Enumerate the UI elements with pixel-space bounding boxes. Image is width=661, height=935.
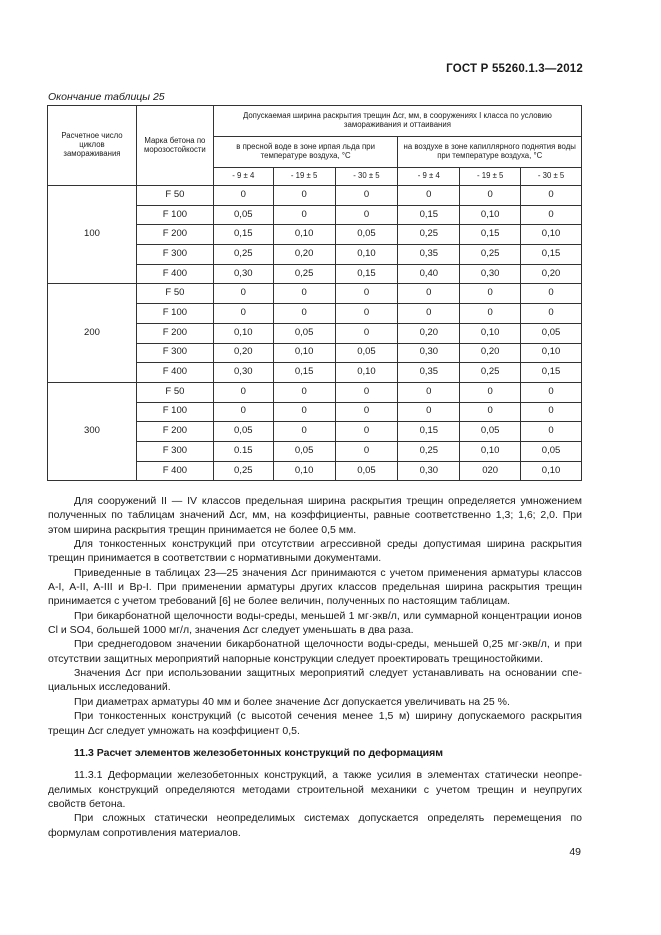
paragraph: Приведенные в таблицах 23—25 значения Δcr принимаются с учетом применения арматуры классов A-I, A-II, A-III и Вр-I. При применении арматуры других классов предельная ширина раскрытия трещин принимается с учетом требований [6] не более величин, полученных по настоящим таблицам. (48, 566, 582, 608)
value-cell: 0 (335, 422, 398, 442)
value-cell: 0,15 (335, 264, 398, 284)
grade-cell: F 100 (136, 402, 213, 422)
value-cell: 0,05 (335, 461, 398, 481)
value-cell: 0 (213, 402, 273, 422)
paragraph: При тонкостенных конструкций (с высотой сечения менее 1,5 м) ширину допускаемого раскрытия трещин Δcr следует умножать на коэффициент 0,5. (48, 710, 582, 737)
value-cell: 0 (398, 186, 460, 206)
value-cell: 0,10 (521, 225, 582, 245)
value-cell: 0,05 (460, 422, 521, 442)
value-cell: 0 (273, 284, 335, 304)
value-cell: 0,35 (398, 363, 460, 383)
header-fresh-water: в пресной воде в зоне ирпая льда при температуре воздуха, °С (213, 137, 398, 168)
value-cell: 0,20 (460, 343, 521, 363)
value-cell: 0,25 (213, 245, 273, 265)
grade-cell: F 200 (136, 225, 213, 245)
grade-cell: F 300 (136, 441, 213, 461)
value-cell: 0 (335, 304, 398, 324)
value-cell: 0 (460, 402, 521, 422)
value-cell: 0 (521, 284, 582, 304)
value-cell: 0 (335, 323, 398, 343)
temp-header: - 19 ± 5 (273, 168, 335, 186)
value-cell: 0,10 (460, 323, 521, 343)
grade-cell: F 300 (136, 245, 213, 265)
value-cell: 0 (273, 402, 335, 422)
value-cell: 0 (398, 304, 460, 324)
value-cell: 0 (273, 304, 335, 324)
grade-cell: F 400 (136, 363, 213, 383)
value-cell: 0,10 (460, 441, 521, 461)
paragraph: При среднегодовом значении бикарбонатной щелочности воды-среды, меньшей 0,25 мг·экв/л, и при отсутствии защитных мероприятий напорные конструкции следует проектировать трещиностойкими. (48, 638, 582, 665)
paragraph: Для тонкостенных конструкций при отсутствии агрессивной среды допустимая ширина раскрытия трещин принимается в соответствии с нормативными документами. (48, 538, 582, 565)
body-text (48, 494, 582, 840)
grade-cell: F 100 (136, 205, 213, 225)
temp-header: - 30 ± 5 (335, 168, 398, 186)
value-cell: 0 (273, 422, 335, 442)
value-cell: 020 (460, 461, 521, 481)
grade-cell: F 200 (136, 422, 213, 442)
paragraph: При диаметрах арматуры 40 мм и более значение Δcr допускается увеличивать на 25 %. (74, 695, 510, 708)
paragraph: При сложных статически неопределимых системах допускается определять перемещения по формулам сопротивления материалов. (48, 812, 582, 839)
value-cell: 0 (460, 382, 521, 402)
value-cell: 0 (213, 186, 273, 206)
grade-cell: F 50 (136, 382, 213, 402)
value-cell: 0,05 (335, 343, 398, 363)
value-cell: 0,20 (521, 264, 582, 284)
value-cell: 0 (335, 186, 398, 206)
value-cell: 0,20 (273, 245, 335, 265)
value-cell: 0,10 (335, 363, 398, 383)
cycles-cell: 100 (48, 186, 137, 284)
value-cell: 0 (398, 382, 460, 402)
value-cell: 0 (213, 382, 273, 402)
value-cell: 0,40 (398, 264, 460, 284)
temp-header: - 30 ± 5 (521, 168, 582, 186)
temp-header: - 9 ± 4 (398, 168, 460, 186)
value-cell: 0,10 (335, 245, 398, 265)
value-cell: 0 (521, 304, 582, 324)
value-cell: 0,30 (398, 461, 460, 481)
value-cell: 0,10 (521, 461, 582, 481)
value-cell: 0,10 (273, 225, 335, 245)
value-cell: 0 (521, 186, 582, 206)
value-cell: 0,05 (521, 441, 582, 461)
value-cell: 0,15 (521, 363, 582, 383)
value-cell: 0,25 (460, 363, 521, 383)
value-cell: 0 (460, 186, 521, 206)
value-cell: 0 (521, 382, 582, 402)
value-cell: 0,30 (213, 363, 273, 383)
value-cell: 0,25 (213, 461, 273, 481)
value-cell: 0,25 (273, 264, 335, 284)
value-cell: 0 (273, 382, 335, 402)
value-cell: 0,30 (460, 264, 521, 284)
value-cell: 0,15 (398, 422, 460, 442)
value-cell: 0 (213, 284, 273, 304)
value-cell: 0,20 (213, 343, 273, 363)
value-cell: 0,10 (273, 343, 335, 363)
table-row (48, 186, 582, 206)
value-cell: 0,20 (398, 323, 460, 343)
value-cell: 0,10 (273, 461, 335, 481)
value-cell: 0,05 (213, 422, 273, 442)
cycles-cell: 300 (48, 382, 137, 480)
value-cell: 0 (398, 284, 460, 304)
paragraph: Значения Δcr при использовании защитных мероприятий следует устанавливать на основании специальных исследований. (48, 667, 582, 694)
value-cell: 0,05 (521, 323, 582, 343)
table-row (48, 284, 582, 304)
grade-cell: F 50 (136, 284, 213, 304)
section-heading: 11.3 Расчет элементов железобетонных конструкций по деформациям (74, 746, 444, 759)
header-air: на воздухе в зоне капиллярного поднятия воды при температуре воздуха, °С (398, 137, 582, 168)
grade-cell: F 100 (136, 304, 213, 324)
value-cell: 0.15 (213, 441, 273, 461)
value-cell: 0 (273, 186, 335, 206)
value-cell: 0,35 (398, 245, 460, 265)
value-cell: 0 (213, 304, 273, 324)
paragraph: При бикарбонатной щелочности воды-среды, меньшей 1 мг·экв/л, или суммарной концентрации ионов Cl и SO4, большей 1000 мг/л, значения Δcr следует уменьшать в два раза. (48, 609, 582, 637)
value-cell: 0 (521, 422, 582, 442)
value-cell: 0,10 (460, 205, 521, 225)
header-crack-width: Допускаемая ширина раскрытия трещин Δcr, мм, в сооружениях I класса по условию замораживания и оттаивания (213, 106, 581, 137)
value-cell: 0,05 (213, 205, 273, 225)
crack-width-table (47, 105, 582, 481)
temp-header: - 9 ± 4 (213, 168, 273, 186)
value-cell: 0,15 (213, 225, 273, 245)
value-cell: 0,05 (273, 441, 335, 461)
value-cell: 0,15 (273, 363, 335, 383)
value-cell: 0 (521, 205, 582, 225)
value-cell: 0 (460, 304, 521, 324)
document-code: ГОСТ Р 55260.1.3—2012 (446, 63, 583, 75)
header-cycles: Расчетное число циклов замораживания (48, 106, 137, 186)
cycles-cell: 200 (48, 284, 137, 382)
value-cell: 0 (335, 441, 398, 461)
temp-header: - 19 ± 5 (460, 168, 521, 186)
value-cell: 0 (335, 382, 398, 402)
grade-cell: F 300 (136, 343, 213, 363)
value-cell: 0,05 (335, 225, 398, 245)
table-caption: Окончание таблицы 25 (48, 91, 165, 103)
value-cell: 0,10 (521, 343, 582, 363)
value-cell: 0 (335, 402, 398, 422)
value-cell: 0,05 (273, 323, 335, 343)
grade-cell: F 400 (136, 264, 213, 284)
grade-cell: F 400 (136, 461, 213, 481)
value-cell: 0,15 (521, 245, 582, 265)
value-cell: 0 (335, 284, 398, 304)
value-cell: 0,25 (460, 245, 521, 265)
value-cell: 0,30 (213, 264, 273, 284)
value-cell: 0,25 (398, 441, 460, 461)
value-cell: 0,30 (398, 343, 460, 363)
value-cell: 0,15 (398, 205, 460, 225)
value-cell: 0 (460, 284, 521, 304)
grade-cell: F 50 (136, 186, 213, 206)
value-cell: 0 (335, 205, 398, 225)
value-cell: 0,10 (213, 323, 273, 343)
value-cell: 0,15 (460, 225, 521, 245)
table-row (48, 382, 582, 402)
value-cell: 0,25 (398, 225, 460, 245)
grade-cell: F 200 (136, 323, 213, 343)
paragraph: 11.3.1 Деформации железобетонных конструкций, а также усилия в элементах статически неопределимых конструкций определяются методами строительной механики с учетом трещин и неупругих свойств бетона. (48, 769, 582, 810)
table-body (48, 186, 582, 481)
page-number: 49 (569, 846, 581, 858)
value-cell: 0 (521, 402, 582, 422)
value-cell: 0 (273, 205, 335, 225)
paragraph: Для сооружений II — IV классов предельная ширина раскрытия трещин определяется умножением полученных по таблицам значений Δcr, мм, на коэффициенты, равные соответственно 1,3; 1,6; 2,0. При этом ширина раскрытия трещин принимается не более 0,5 мм. (48, 495, 582, 536)
value-cell: 0 (398, 402, 460, 422)
header-grade: Марка бетона по морозостойкости (136, 106, 213, 186)
